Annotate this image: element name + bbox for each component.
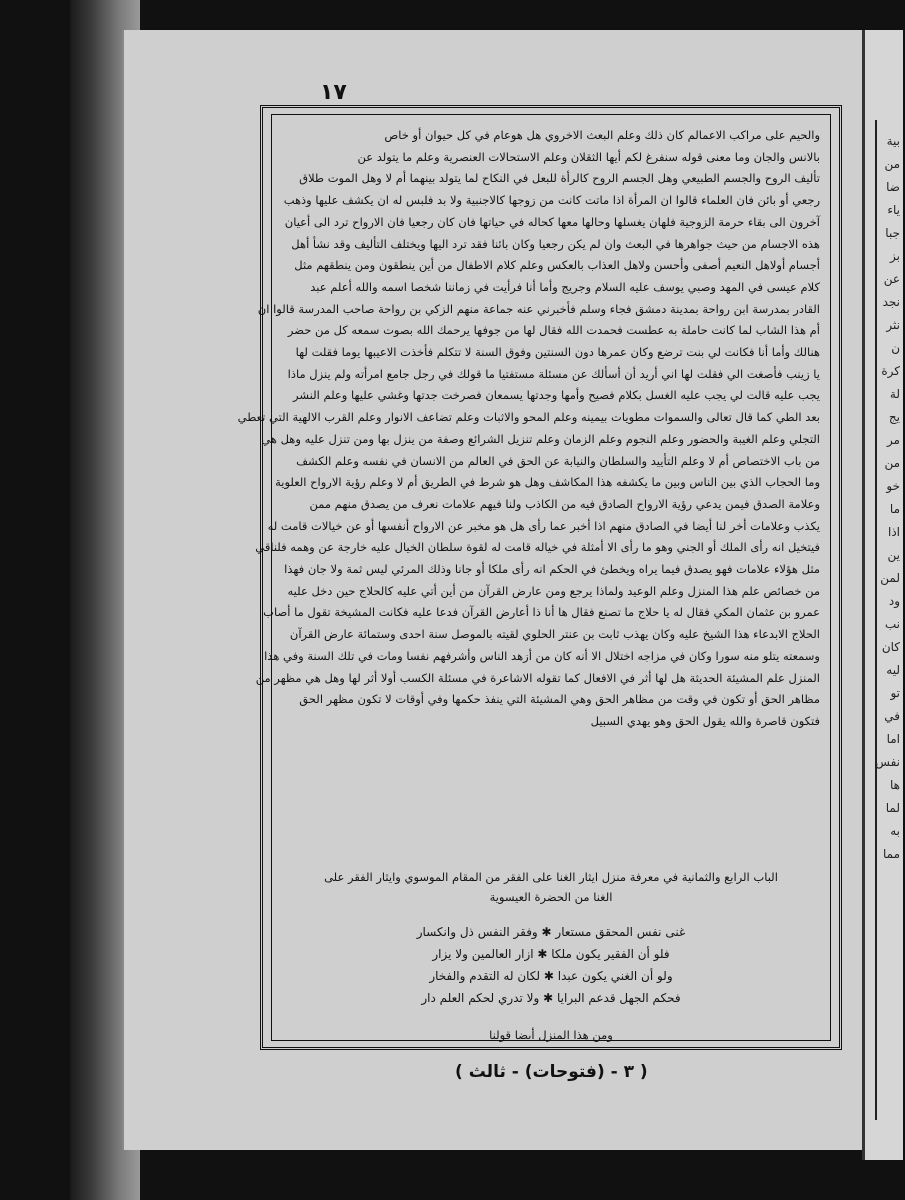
adjacent-text-fragment: نب xyxy=(884,617,900,631)
text-line: بعد الطي كما قال تعالى والسموات مطويات بيمينه وعلم المحو والاثبات وعلم تضاعف الانوار وعلم القرب الالهية التي تعطي xyxy=(237,410,820,425)
adjacent-text-fragment: نجد xyxy=(882,295,900,309)
text-line: الحلاج الابدعاء هذا الشيخ عليه وكان يهذب ثابت بن عنتر الحلوي لقيته بالموصل سنة احدى وستمائة عارض القرآن xyxy=(289,627,820,642)
verse-separator: ✱ xyxy=(539,991,557,1005)
verse-first-hemistich: ولو أن الغني يكون عبدا xyxy=(557,969,673,983)
text-line: مظاهر الحق أو تكون في وقت من مظاهر الحق وهي المشيئة التي ينفذ حكمها وفي أوقات لا تكون مظهر الحق xyxy=(299,692,820,707)
adjacent-text-fragment: اما xyxy=(886,732,900,746)
adjacent-text-fragment: اذا xyxy=(887,525,900,539)
verse-second-hemistich: وفقر النفس ذل وانكسار xyxy=(416,925,538,939)
text-line: هذه الاجسام من حيث جواهرها في البعث وان لم يكن رجعيا وكان بائنا فقد ترد اليها ويختلف التأليف وقد نشأ أهل xyxy=(291,236,820,251)
page-number: ١٧ xyxy=(320,80,347,105)
adjacent-text-fragment: نفس xyxy=(875,755,900,769)
main-text xyxy=(237,125,820,825)
adjacent-text-fragment: خو xyxy=(886,479,900,493)
poem-verse xyxy=(292,921,810,943)
adjacent-page-text xyxy=(875,130,900,1080)
text-line: أجسام أولاهل النعيم أصفى وأحسن ولاهل العذاب بالعكس وعلم كلام الاطفال من أين ينطقون ومن ينطقهم مثل xyxy=(294,258,820,273)
text-line: بالانس والجان وما معنى قوله سنفرغ لكم أيها الثقلان وعلم الاستحالات العنصرية وعلم ما يتولد عن xyxy=(357,149,820,164)
text-line: هنالك وأما أنا فكانت لي بنت ترضع وكان عمرها دون السنتين وفوق السنة لا تتكلم فأخذت الاعيبها يوما فقلت لها xyxy=(295,345,820,360)
adjacent-text-fragment: كرة xyxy=(881,364,900,378)
adjacent-text-fragment: لة xyxy=(889,387,900,401)
adjacent-text-fragment: من xyxy=(884,157,900,171)
text-line: عمرو بن عثمان المكي فقال له يا حلاج ما تصنع فقال ها أنا ذا أعارض القرآن فدعا عليه فكانت المشيخة تقول ما أصاب xyxy=(263,605,820,620)
text-line: فتكون قاصرة والله يقول الحق وهو يهدي السبيل xyxy=(590,713,820,728)
adjacent-text-fragment: من xyxy=(884,456,900,470)
poem-verse xyxy=(292,965,810,987)
verse-separator: ✱ xyxy=(537,925,556,939)
text-line: يكذب وعلامات أخر لنا أيضا في الصادق منهم اذا أخبر عما رأى هل هو مخبر عن الارواح أنفسها أو عن خيالات قامت له xyxy=(267,518,820,533)
verse-first-hemistich: فلو أن الفقير يكون ملكا xyxy=(551,947,670,961)
verse-second-hemistich: ولا تدري لحكم العلم دار xyxy=(421,991,540,1005)
text-line: من باب الاختصاص أم لا وعلم التأييد والسلطان والنيابة عن الحق في العالم من الانسان في نفسه وعلم الكشف xyxy=(296,453,820,468)
verse-separator: ✱ xyxy=(533,947,552,961)
text-line: آخرون الى بقاء حرمة الزوجية فلهان يغسلها وحالها معها كحاله في حياتها فان كان رجعيا فان الارواح ترد الى أعيان xyxy=(284,214,820,229)
verse-first-hemistich: غنى نفس المحقق مستعار xyxy=(555,925,686,939)
adjacent-text-fragment: مما xyxy=(882,847,900,861)
text-line: يا زينب فأصغت الي فقلت لها اني أريد أن أسألك عن مسئلة مستفتيا ما قولك في رجل جامع امرأته ولم ينزل ماذا xyxy=(287,366,820,381)
adjacent-text-fragment: ود xyxy=(888,594,900,608)
text-line: من خصائص علم هذا المنزل وعلم الوعيد ولماذا يرجع ومن عارض القرآن من أين أتي عليه كالحلاج حين دخل عليه xyxy=(287,583,820,598)
text-line: وعلامة الصدق فيمن يدعي رؤية الارواح الصادق فيه من الكاذب ولنا فيهم علامات نعرف من يصدق منهم ممن xyxy=(309,496,820,511)
adjacent-text-fragment: ياء xyxy=(887,203,900,217)
adjacent-text-fragment: تو xyxy=(890,686,900,700)
poem-verse xyxy=(292,943,810,965)
adjacent-text-fragment: عن xyxy=(883,272,900,286)
adjacent-text-fragment: ن xyxy=(891,341,900,355)
chapter-heading-line: الباب الرابع والثمانية في معرفة منزل ايثار الغنا على الفقر من المقام الموسوي وايثار الفقر على xyxy=(324,870,778,884)
adjacent-text-fragment: ما xyxy=(889,502,900,516)
verse-second-hemistich: لكان له التقدم والفخار xyxy=(429,969,541,983)
verse-separator: ✱ xyxy=(540,969,558,983)
text-line: يجب عليه قالت لي يجب عليه الغسل بكلام فصيح وأمها وجدتها يسمعان فصرخت جدتها وغشي عليها وعلم النشر xyxy=(293,388,820,403)
page-footer: ( ٣ - (فتوحات) - ثالث ) xyxy=(455,1062,648,1082)
chapter-heading xyxy=(282,867,820,907)
poem-verse xyxy=(292,987,810,1009)
adjacent-text-fragment: نثر xyxy=(886,318,900,332)
adjacent-text-fragment: يج xyxy=(888,410,900,424)
adjacent-text-fragment: ضا xyxy=(886,180,900,194)
text-frame-inner xyxy=(237,114,831,1042)
text-line: المنزل علم المشيئة الحديثة هل لها أثر في الافعال كما تقوله الاشاعرة في مسئلة الكسب أولا أثر لها وهل هي مظهر من xyxy=(255,670,820,685)
adjacent-text-fragment: ليه xyxy=(886,663,900,677)
adjacent-text-fragment: مر xyxy=(886,433,900,447)
text-line: التجلي وعلم الغيبة والحضور وعلم النجوم وعلم الزمان وعلم تنزيل الشرائع وصفة من ينزل بها ومن تنزل عليه وهل هي xyxy=(261,431,820,446)
adjacent-text-fragment: في xyxy=(884,709,900,723)
adjacent-text-fragment: لمن xyxy=(880,571,900,585)
verse-first-hemistich: فحكم الجهل قدعم البرايا xyxy=(557,991,681,1005)
closing-line: ومن هذا المنزل أيضا قولنا xyxy=(489,1028,613,1042)
adjacent-text-fragment: لما xyxy=(885,801,900,815)
text-line: والحيم على مراكب الاعمالم كان ذلك وعلم البعث الاخروي هل هوعام في كل حيوان أو خاص xyxy=(384,128,820,142)
adjacent-text-fragment: بز xyxy=(890,249,900,263)
text-line: مثل هؤلاء علامات فهو يصدق فيما يراه ويخطئ في الحكم انه رأى ملكا أو جانا وذلك المرئي ليس ثمة ولا جان فهذا xyxy=(284,562,820,577)
text-line: وسمعته يتلو منه سورا وكان في مزاجه اختلال الا أنه كان من أزهد الناس وأشرفهم نفسا ومات في تلك السنة وفي هذا xyxy=(264,648,820,663)
adjacent-text-fragment: به xyxy=(890,824,900,838)
poem xyxy=(292,921,810,1009)
adjacent-text-fragment: ين xyxy=(887,548,900,562)
adjacent-text-fragment: ها xyxy=(890,778,900,792)
text-line: وما الحجاب الذي بين الناس وبين ما يكشفه هذا المكاشف وهل هو شرط في الطريق أم لا وعلم رؤية الارواح العلوية xyxy=(275,475,820,490)
adjacent-text-fragment: جبا xyxy=(885,226,900,240)
text-line: كلام عيسى في المهد وصبي يوسف عليه السلام وجريج وأما أنا فرأيت في زماننا شخصا اسمه والله أعلم عبد xyxy=(310,279,820,294)
adjacent-text-fragment: كان xyxy=(881,640,900,654)
text-line: فيتخيل انه رأى الملك أو الجني وهو ما رأى الا أمثلة في خياله قامت له لقوة سلطان الخيال عليه خارجة عن وهمه فلناقي xyxy=(255,540,820,555)
text-line: القادر بمدرسة ابن رواحة بمدينة دمشق فجاء وسلم فأخبرني عنه جماعة منهم الزكي بن رواحة صاحب المدرسة قالوا ان xyxy=(257,301,820,316)
chapter-heading-line: الغنا من الحضرة العيسوية xyxy=(489,890,613,904)
verse-second-hemistich: ازار العالمين ولا يزار xyxy=(432,947,534,961)
adjacent-text-fragment: بية xyxy=(886,134,900,148)
text-frame xyxy=(237,105,842,1050)
text-line: رجعي أو بائن فان العلماء قالوا ان المرأة اذا ماتت كانت من زوجها كالاجنبية ولا بد فلبس له ان يكشف عليها وذهب xyxy=(283,193,820,208)
text-line: تأليف الروح والجسم الطبيعي وهل الجسم الروح كالرأة للبعل في النكاح لما يتولد بينهما أم لا وهل الموت طلاق xyxy=(299,171,820,186)
text-line: أم هذا الشاب لما كانت حاملة به عطست فحمدت الله فقال لها من جوفها يرحمك الله بصوت سمعه كل من حضر xyxy=(287,323,820,338)
